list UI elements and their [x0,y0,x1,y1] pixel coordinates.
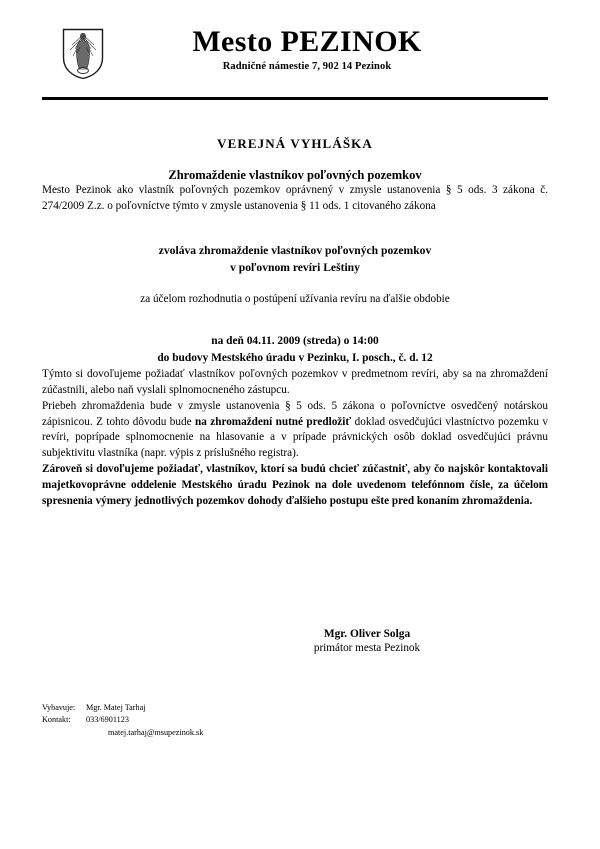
signature-block [257,628,477,654]
organization-address: Radničné námestie 7, 902 14 Pezinok [222,60,392,72]
footer-contact-block [42,702,548,739]
procedure-paragraph [42,399,548,463]
header-divider [42,97,548,100]
letterhead [42,0,548,88]
request-paragraph: Týmto si dovoľujeme požiadať vlastníkov poľovných pozemkov v predmetnom revíri, aby sa na zhromaždení zúčastnili, alebo naň vyslali splnomocneného zástupcu. [42,367,548,396]
page-title: VEREJNÁ VYHLÁŠKA [217,136,373,151]
intro-paragraph: Mesto Pezinok ako vlastník poľovných pozemkov oprávnený v zmysle ustanovenia § 5 ods. 3 zákona č. 274/2009 Z.z. o poľovníctve týmto v zmysle ustanovenia § 11 ods. 1 citovaného zákona [42,184,548,212]
procedure-emphasis: na zhromaždení nutné predložiť [195,415,352,428]
pezinok-coat-of-arms-icon [62,28,104,80]
purpose-line: za účelom rozhodnutia o postúpení užívania revíru na ďalšie obdobie [140,293,450,306]
organization-name: Mesto PEZINOK [192,25,422,58]
page-subtitle: Zhromaždenie vlastníkov poľovných pozemkov [168,168,422,182]
convene-block [42,243,548,277]
document-content [42,0,548,739]
meeting-venue: do budovy Mestského úradu v Pezinku, I. posch., č. d. 12 [157,351,433,364]
signatory-role: primátor mesta Pezinok [313,642,421,655]
signatory-name: Mgr. Oliver Solga [323,628,411,641]
procedure-text-part-1: Priebeh zhromaždenia bude v zmysle ustanovenia § 5 ods. 5 zákona o poľovníctve osvedčený notárskou zápisnicou. Z tohto dôvodu bude [42,399,548,428]
footer-contact-phone: 033/6901123 [86,715,129,725]
meeting-details [42,333,548,367]
footer-handler-value: Mgr. Matej Tarhaj [86,703,146,713]
footer-handler-row [42,702,548,714]
footer-contact-label: Kontakt: [42,715,71,725]
convene-line-2: v poľovnom revíri Leštiny [230,260,360,274]
footer-contact-row [42,714,548,726]
footer-handler-label: Vybavuje: [42,703,76,713]
organization-block [42,26,548,72]
meeting-date: na deň 04.11. 2009 (streda) o 14:00 [211,334,379,347]
convene-line-1: zvoláva zhromaždenie vlastníkov poľovných pozemkov [158,243,432,257]
appeal-paragraph: Zároveň si dovoľujeme požiadať, vlastníkov, ktorí sa budú chcieť zúčastniť, aby čo najskôr kontaktovali majetkovoprávne oddelenie Mestského úradu Pezinok na dole uvedenom telefónnom čísle, za účelom spresnenia výmery jednotlivých pozemkov dohody ďalšieho postupu ešte pred konaním zhromaždenia. [42,463,548,508]
procedure-text-part-2: doklad osvedčujúci vlastníctvo pozemku v revíri, poprípade splnomocnenie na hlasovanie a v prípade právnických osôb doklad osvedčujúci právnu subjektivitu vlastníka (napr. výpis z príslušného registra). [42,415,549,460]
footer-contact-email[interactable]: matej.tarhaj@msupezinok.sk [108,727,204,737]
